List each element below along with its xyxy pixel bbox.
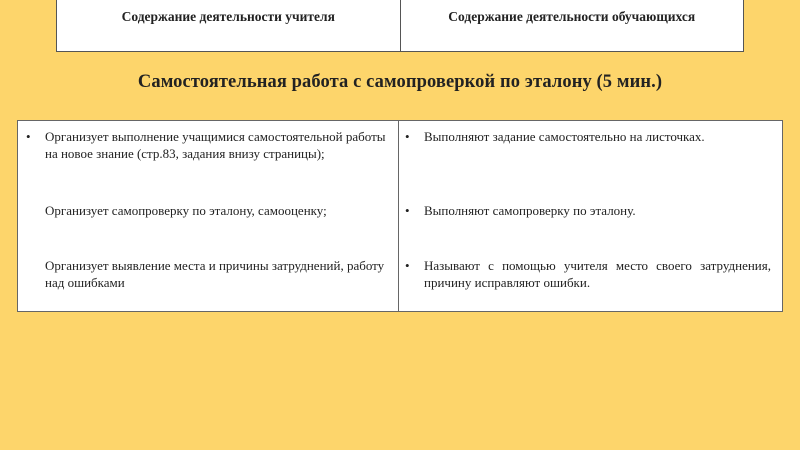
bullet-icon: •: [405, 258, 410, 273]
student-item: [405, 202, 771, 219]
student-item: [405, 257, 771, 291]
student-item: [405, 128, 771, 145]
bullet-icon: •: [405, 203, 410, 218]
students-column: [399, 121, 782, 311]
bullet-icon: •: [405, 129, 410, 144]
bullet-icon: [26, 257, 45, 291]
header-students-activity: Содержание деятельности обучающихся: [400, 0, 744, 51]
activity-table: [17, 120, 783, 312]
teacher-item: [26, 202, 388, 219]
teacher-item-text: Организует самопроверку по эталону, самооценку;: [45, 203, 327, 218]
bullet-icon: •: [26, 129, 31, 144]
bullet-icon: [26, 202, 45, 219]
teacher-column: [18, 121, 399, 311]
teacher-item-text: Организует выявление места и причины затруднений, работу над ошибками: [45, 258, 385, 290]
student-item-text: Выполняют задание самостоятельно на листочках.: [424, 129, 705, 144]
teacher-item-text: Организует выполнение учащимися самостоятельной работы на новое знание (стр.83, задания внизу страницы);: [45, 129, 386, 161]
student-item-text: Выполняют самопроверку по эталону.: [424, 203, 636, 218]
slide-title: Самостоятельная работа с самопроверкой по эталону (5 мин.): [137, 72, 663, 92]
header-table: [56, 0, 744, 52]
teacher-item: [26, 128, 388, 162]
teacher-item: [26, 257, 388, 291]
student-item-text: Называют с помощью учителя место своего затруднения, причину исправляют ошибки.: [424, 258, 771, 290]
header-teacher-activity: Содержание деятельности учителя: [121, 9, 335, 24]
